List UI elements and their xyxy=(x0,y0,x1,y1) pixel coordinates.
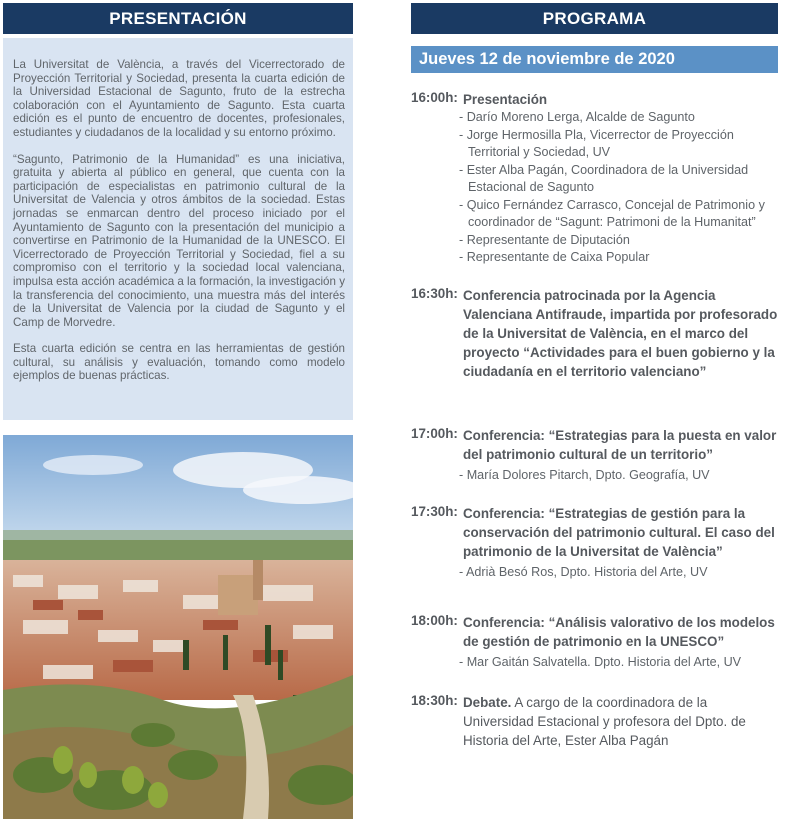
session-time: 18:00h: xyxy=(411,613,458,628)
presentation-text-box xyxy=(3,38,353,420)
intro-paragraph-2: “Sagunto, Patrimonio de la Humanidad” es una iniciativa, gratuita y abierta al público en general, que cuenta con la participación de especialistas en patrimonio cultural de la Universitat de Valencia y otros ámbitos de la sociedad. Estas jornadas se enmarcan dentro del proceso iniciado por el Ayuntamiento de Sagunto con la presentación del municipio a convertirse en Patrimonio de la Humanidad de la UNESCO. El Vicerrectorado de Proyección Territorial y Sociedad, fiel a su compromiso con el territorio y la sociedad local valenciana, impulsa esta acción académica a la formación, la investigación y la transferencia del conocimiento, una muestra más del interés de la Universitat de Valencia por la ciudad de Sagunto y el Camp de Morvedre. xyxy=(13,152,345,329)
intro-paragraph-1: La Universitat de València, a través del Vicerrectorado de Proyección Territorial y Sociedad, presenta la cuarta edición de la Universidad Estacional de Sagunto, fruto de la estrecha colaboración con el Ayuntamiento de Sagunto. Esta cuarta edición es el punto de encuentro de docentes, profesionales, estudiantes y ciudadanos de la localidad y su entorno próximo. xyxy=(13,58,345,139)
presentation-header: PRESENTACIÓN xyxy=(3,3,353,34)
speaker-item: - Representante de Caixa Popular xyxy=(459,250,650,264)
speaker-item: - Ester Alba Pagán, Coordinadora de la Universidad Estacional de Sagunto xyxy=(459,162,749,194)
session-title: Conferencia: “Estrategias de gestión para la conservación del patrimonio cultural. El caso del patrimonio de la Universitat de València” xyxy=(463,506,775,559)
speaker-item: - Representante de Diputación xyxy=(459,232,630,247)
session-time: 18:30h: xyxy=(411,693,458,708)
session-time: 17:30h: xyxy=(411,504,458,519)
landscape-illustration xyxy=(3,435,353,819)
speaker-item: - Darío Moreno Lerga, Alcalde de Sagunto xyxy=(459,110,695,124)
session-time: 17:00h: xyxy=(411,426,458,441)
intro-paragraph-3: Esta cuarta edición se centra en las herramientas de gestión cultural, su análisis y evaluación, tomando como modelo ejemplos de buenas prácticas. xyxy=(13,342,345,383)
speaker-item: - Jorge Hermosilla Pla, Vicerrector de Proyección Territorial y Sociedad, UV xyxy=(459,127,734,159)
speaker-item: - Mar Gaitán Salvatella. Dpto. Historia del Arte, UV xyxy=(459,655,742,669)
speaker-item: - Quico Fernández Carrasco, Concejal de Patrimonio y coordinador de “Sagunt: Patrimoni de la Humanitat” xyxy=(459,197,765,229)
debate-description: A cargo de la coordinadora de la Universidad Estacional y profesora del Dpto. de Historia del Arte, Ester Alba Pagán xyxy=(463,695,746,748)
session-time: 16:00h: xyxy=(411,90,458,105)
town-landscape-photo xyxy=(3,435,353,819)
program-header: PROGRAMA xyxy=(411,3,778,34)
session-title: Conferencia: “Análisis valorativo de los modelos de gestión de patrimonio en la UNESCO” xyxy=(463,615,775,649)
program-column xyxy=(411,3,778,748)
session-time: 16:30h: xyxy=(411,286,458,301)
speaker-item: - Adrià Besó Ros, Dpto. Historia del Arte, UV xyxy=(459,565,708,579)
speaker-list xyxy=(459,564,784,582)
speaker-list xyxy=(459,467,784,485)
program-date-bar: Jueves 12 de noviembre de 2020 xyxy=(411,46,778,73)
session-title: Conferencia: “Estrategias para la puesta en valor del patrimonio cultural de un territorio” xyxy=(463,428,777,462)
speaker-list xyxy=(459,109,784,267)
session-title: Conferencia patrocinada por la Agencia Valenciana Antifraude, impartida por profesorado de la Universitat de València, en el marco del proyecto “Actividades para el buen gobierno y la ciudadanía en el territorio valenciano” xyxy=(463,288,778,379)
speaker-item: - María Dolores Pitarch, Dpto. Geografía, UV xyxy=(459,468,710,482)
presentation-column xyxy=(3,3,353,420)
session-title xyxy=(463,693,781,750)
speaker-list xyxy=(459,654,784,672)
debate-label: Debate. xyxy=(463,695,512,710)
session-title: Presentación xyxy=(463,92,548,107)
